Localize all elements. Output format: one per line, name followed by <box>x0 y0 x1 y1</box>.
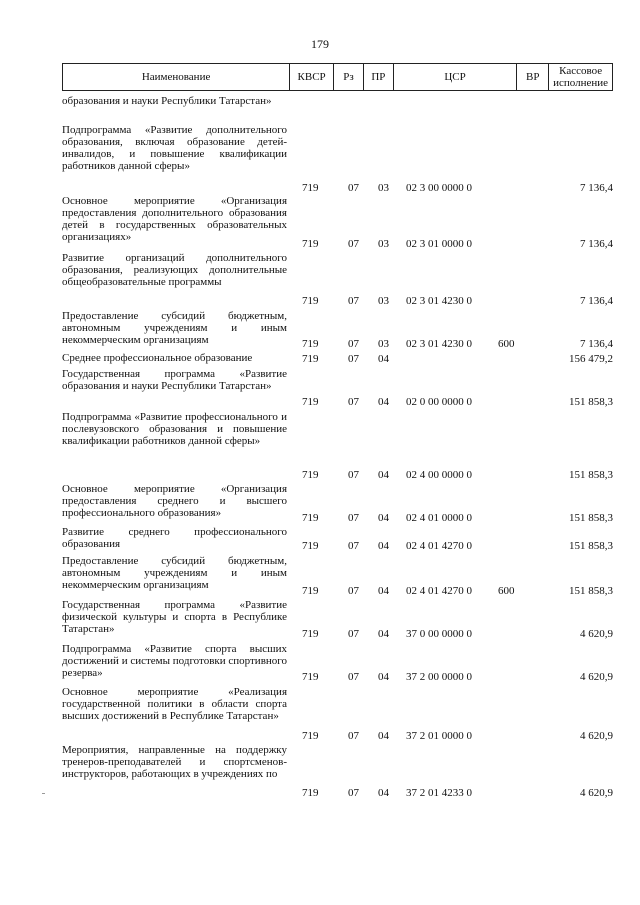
row-csr: 02 4 01 4270 0 <box>406 540 472 552</box>
row-pr: 04 <box>378 628 389 640</box>
row-csr: 02 4 01 0000 0 <box>406 512 472 524</box>
table-row <box>62 368 613 408</box>
row-kvsr: 719 <box>302 469 319 481</box>
row-csr: 02 4 00 0000 0 <box>406 469 472 481</box>
table-header <box>62 63 613 91</box>
row-csr: 02 3 01 4230 0 <box>406 295 472 307</box>
row-kvsr: 719 <box>302 787 319 799</box>
row-amount: 156 479,2 <box>569 353 613 365</box>
row-pr: 04 <box>378 540 389 552</box>
row-name: образования и науки Республики Татарстан» <box>62 95 272 107</box>
row-amount: 7 136,4 <box>580 182 613 194</box>
row-amount: 7 136,4 <box>580 338 613 350</box>
row-pr: 03 <box>378 295 389 307</box>
table-row <box>62 124 613 194</box>
row-amount: 7 136,4 <box>580 238 613 250</box>
row-kvsr: 719 <box>302 628 319 640</box>
table-row <box>62 411 613 481</box>
row-name: Подпрограмма «Развитие профессионального и послевузовского образования и повышение квалификации работников данной сферы» <box>62 411 287 447</box>
row-amount: 4 620,9 <box>580 787 613 799</box>
row-vr: 600 <box>498 585 515 597</box>
row-csr: 02 3 00 0000 0 <box>406 182 472 194</box>
row-amount: 7 136,4 <box>580 295 613 307</box>
column-header-kvsr: КВСР <box>290 64 334 90</box>
row-amount: 4 620,9 <box>580 730 613 742</box>
row-rz: 07 <box>348 295 359 307</box>
table-row <box>62 310 613 350</box>
row-pr: 04 <box>378 469 389 481</box>
row-rz: 07 <box>348 469 359 481</box>
row-amount: 151 858,3 <box>569 512 613 524</box>
row-kvsr: 719 <box>302 730 319 742</box>
row-rz: 07 <box>348 238 359 250</box>
row-csr: 02 4 01 4270 0 <box>406 585 472 597</box>
row-pr: 04 <box>378 512 389 524</box>
table-row <box>62 483 613 524</box>
table-row <box>62 599 613 640</box>
column-header-rz: Рз <box>334 64 364 90</box>
row-csr: 37 0 00 0000 0 <box>406 628 472 640</box>
row-name: Среднее профессиональное образование <box>62 352 253 364</box>
row-csr: 37 2 01 4233 0 <box>406 787 472 799</box>
row-name: Основное мероприятие «Организация предоставления среднего и высшего профессионального образования» <box>62 483 287 519</box>
row-pr: 04 <box>378 396 389 408</box>
row-rz: 07 <box>348 512 359 524</box>
row-name: Развитие среднего профессионального образования <box>62 526 287 550</box>
row-rz: 07 <box>348 787 359 799</box>
table-row <box>62 526 613 552</box>
row-kvsr: 719 <box>302 512 319 524</box>
row-name: Мероприятия, направленные на поддержку тренеров-преподавателей и спортсменов-инструкторов, работающих в учреждениях по <box>62 744 287 780</box>
column-header-name: Наименование <box>63 64 290 90</box>
row-pr: 04 <box>378 730 389 742</box>
row-name: Основное мероприятие «Реализация государственной политики в области спорта высших достижений в Республике Татарстан» <box>62 686 287 722</box>
row-pr: 04 <box>378 787 389 799</box>
column-header-pr: ПР <box>364 64 394 90</box>
table-row <box>62 744 613 799</box>
row-csr: 02 3 01 4230 0 <box>406 338 472 350</box>
row-rz: 07 <box>348 338 359 350</box>
row-rz: 07 <box>348 585 359 597</box>
row-amount: 4 620,9 <box>580 671 613 683</box>
row-pr: 04 <box>378 671 389 683</box>
row-vr: 600 <box>498 338 515 350</box>
row-kvsr: 719 <box>302 338 319 350</box>
row-pr: 04 <box>378 353 389 365</box>
row-kvsr: 719 <box>302 671 319 683</box>
column-header-csr: ЦСР <box>394 64 518 90</box>
row-name: Предоставление субсидий бюджетным, автономным учреждениям и иным некоммерческим организациям <box>62 310 287 346</box>
row-amount: 151 858,3 <box>569 540 613 552</box>
row-rz: 07 <box>348 540 359 552</box>
row-amount: 151 858,3 <box>569 396 613 408</box>
row-name: Государственная программа «Развитие образования и науки Республики Татарстан» <box>62 368 287 392</box>
row-rz: 07 <box>348 628 359 640</box>
row-csr: 37 2 01 0000 0 <box>406 730 472 742</box>
column-header-amount: Кассовое исполнение <box>553 65 609 89</box>
row-kvsr: 719 <box>302 396 319 408</box>
row-name: Предоставление субсидий бюджетным, автономным учреждениям и иным некоммерческим организациям <box>62 555 287 591</box>
row-rz: 07 <box>348 730 359 742</box>
table-row <box>62 686 613 742</box>
scan-artifact <box>42 793 45 794</box>
row-pr: 03 <box>378 338 389 350</box>
column-header-vr: ВР <box>517 64 549 90</box>
row-rz: 07 <box>348 353 359 365</box>
row-pr: 03 <box>378 182 389 194</box>
row-csr: 02 3 01 0000 0 <box>406 238 472 250</box>
row-kvsr: 719 <box>302 540 319 552</box>
row-rz: 07 <box>348 182 359 194</box>
row-rz: 07 <box>348 671 359 683</box>
row-name: Государственная программа «Развитие физической культуры и спорта в Республике Татарстан» <box>62 599 287 635</box>
table-row <box>62 252 613 307</box>
row-pr: 04 <box>378 585 389 597</box>
row-csr: 37 2 00 0000 0 <box>406 671 472 683</box>
row-amount: 4 620,9 <box>580 628 613 640</box>
table-row <box>62 555 613 597</box>
row-name: Подпрограмма «Развитие дополнительного образования, включая образование детей-инвалидов, и повышение квалификации работников данной сферы» <box>62 124 287 172</box>
row-name: Основное мероприятие «Организация предоставления дополнительного образования детей в государственных образовательных организациях» <box>62 195 287 243</box>
row-name: Подпрограмма «Развитие спорта высших достижений и системы подготовки спортивного резерва» <box>62 643 288 679</box>
row-kvsr: 719 <box>302 585 319 597</box>
row-kvsr: 719 <box>302 295 319 307</box>
table-row <box>62 352 613 365</box>
row-name: Развитие организаций дополнительного образования, реализующих дополнительные общеобразовательные программы <box>62 252 287 288</box>
row-amount: 151 858,3 <box>569 585 613 597</box>
row-csr: 02 0 00 0000 0 <box>406 396 472 408</box>
table-row <box>62 195 613 250</box>
row-rz: 07 <box>348 396 359 408</box>
page-number: 179 <box>311 37 329 51</box>
row-pr: 03 <box>378 238 389 250</box>
row-amount: 151 858,3 <box>569 469 613 481</box>
table-row <box>62 95 613 121</box>
row-kvsr: 719 <box>302 353 319 365</box>
row-kvsr: 719 <box>302 238 319 250</box>
row-kvsr: 719 <box>302 182 319 194</box>
table-row <box>62 643 613 683</box>
